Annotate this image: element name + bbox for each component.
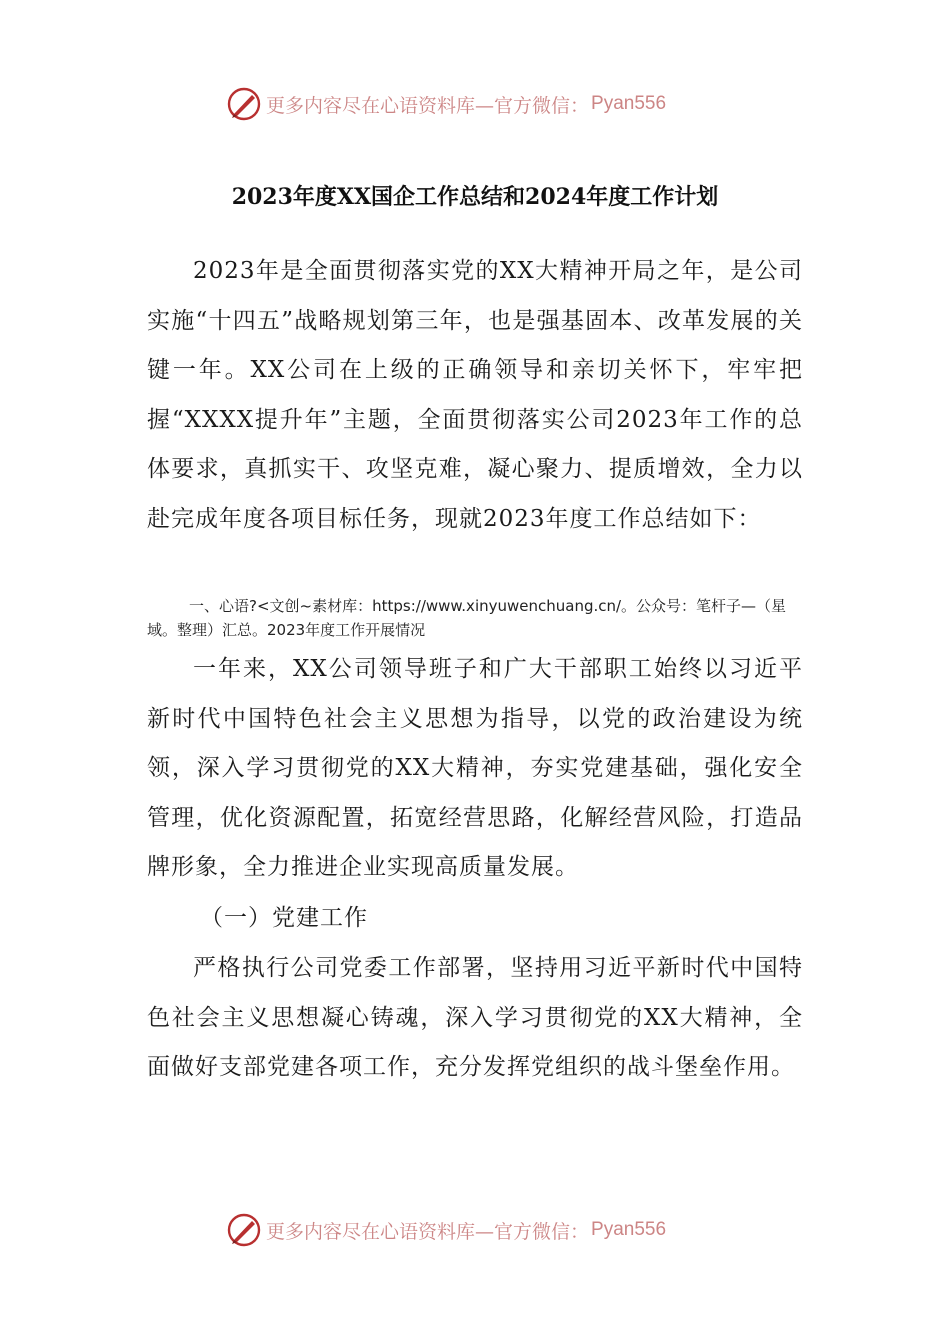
overview-paragraph: 一年来，XX公司领导班子和广大干部职工始终以习近平新时代中国特色社会主义思想为指导，以党的政治建设为统领，深入学习贯彻党的XX大精神，夯实党建基础，强化安全管理，优化资源配置，拓宽经营思路，化解经营风险，打造品牌形象，全力推进企业实现高质量发展。 xyxy=(147,656,803,881)
section-one-heading: 一、心语?<文创~素材库：https://www.xinyuwenchuang.cn/。公众号：笔杆子—（星域。整理）汇总。2023年度工作开展情况 xyxy=(147,597,787,639)
watermark-wechat-id: Pyan556 xyxy=(591,93,667,114)
quill-logo-icon xyxy=(226,1212,262,1248)
document-title: 2023年度XX国企工作总结和2024年度工作计划 xyxy=(231,184,719,210)
watermark-text: 更多内容尽在心语资料库—官方微信： xyxy=(266,94,590,117)
subsection-heading: （一）党建工作 xyxy=(200,905,368,931)
watermark-footer xyxy=(226,1210,666,1250)
party-work-paragraph: 严格执行公司党委工作部署，坚持用习近平新时代中国特色社会主义思想凝心铸魂，深入学习贯彻党的XX大精神，全面做好支部党建各项工作，充分发挥党组织的战斗堡垒作用。 xyxy=(147,955,803,1081)
watermark-header xyxy=(226,84,666,124)
watermark-wechat-id: Pyan556 xyxy=(591,1219,667,1240)
quill-logo-icon xyxy=(226,86,262,122)
watermark-text: 更多内容尽在心语资料库—官方微信： xyxy=(266,1220,590,1243)
intro-paragraph: 2023年是全面贯彻落实党的XX大精神开局之年，是公司实施“十四五”战略规划第三年，也是强基固本、改革发展的关键一年。XX公司在上级的正确领导和亲切关怀下，牢牢把握“XXXX提升年”主题，全面贯彻落实公司2023年工作的总体要求，真抓实干、攻坚克难，凝心聚力、提质增效，全力以赴完成年度各项目标任务，现就2023年度工作总结如下： xyxy=(147,258,803,532)
